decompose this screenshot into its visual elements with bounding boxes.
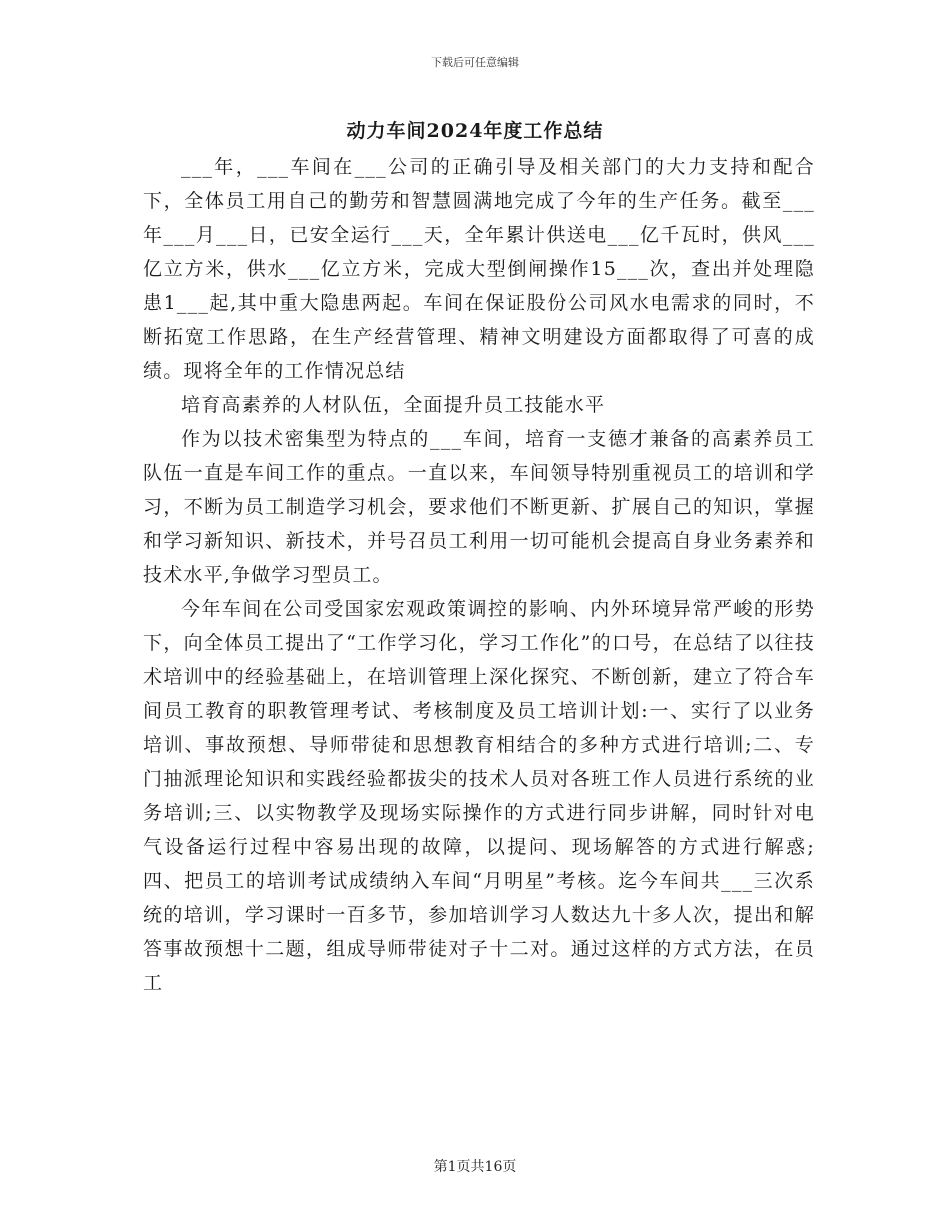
header-note: 下载后可任意编辑 <box>431 56 519 69</box>
paragraph-training: 今年车间在公司受国家宏观政策调控的影响、内外环境异常严峻的形势下，向全体员工提出了“工作学习化，学习工作化”的口号，在总结了以往技术培训中的经验基础上，在培训管理上深化探究、不断创新，建立了符合车间员工教育的职教管理考试、考核制度及员工培训计划:一、实行了以业务培训、事故预想、导师带徒和思想教育相结合的多种方式进行培训;二、专门抽派理论知识和实践经验都拔尖的技术人员对各班工作人员进行系统的业务培训;三、以实物教学及现场实际操作的方式进行同步讲解，同时针对电气设备运行过程中容易出现的故障，以提问、现场解答的方式进行解惑;四、把员工的培训考试成绩纳入车间“月明星”考核。迄今车间共___三次系统的培训，学习课时一百多节，参加培训学习人数达九十多人次，提出和解答事故预想十二题，组成导师带徒对子十二对。通过这样的方式方法，在员工 <box>143 598 815 994</box>
document-title: 动力车间2024年度工作总结 <box>346 120 604 142</box>
paragraph-talent: 作为以技术密集型为特点的___车间，培育一支德才兼备的高素养员工队伍一直是车间工作的重点。一直以来，车间领导特别重视员工的培训和学习，不断为员工制造学习机会，要求他们不断更新、扩展自己的知识，掌握和学习新知识、新技术，并号召员工利用一切可能机会提高自身业务素养和技术水平,争做学习型员工。 <box>143 428 815 586</box>
page-footer: 第1页共16页 <box>433 1159 517 1175</box>
paragraph-heading: 培育高素养的人材队伍，全面提升员工技能水平 <box>181 394 606 416</box>
document-body <box>143 150 815 1000</box>
paragraph-intro: ___年，___车间在___公司的正确引导及相关部门的大力支持和配合下，全体员工用自己的勤劳和智慧圆满地完成了今年的生产任务。截至___年___月___日，已安全运行___天，全年累计供送电___亿千瓦时，供风___亿立方米，供水___亿立方米，完成大型倒闸操作15___次，查出并处理隐患1___起,其中重大隐患两起。车间在保证股份公司风水电需求的同时，不断拓宽工作思路，在生产经营管理、精神文明建设方面都取得了可喜的成绩。现将全年的工作情况总结 <box>143 156 815 382</box>
